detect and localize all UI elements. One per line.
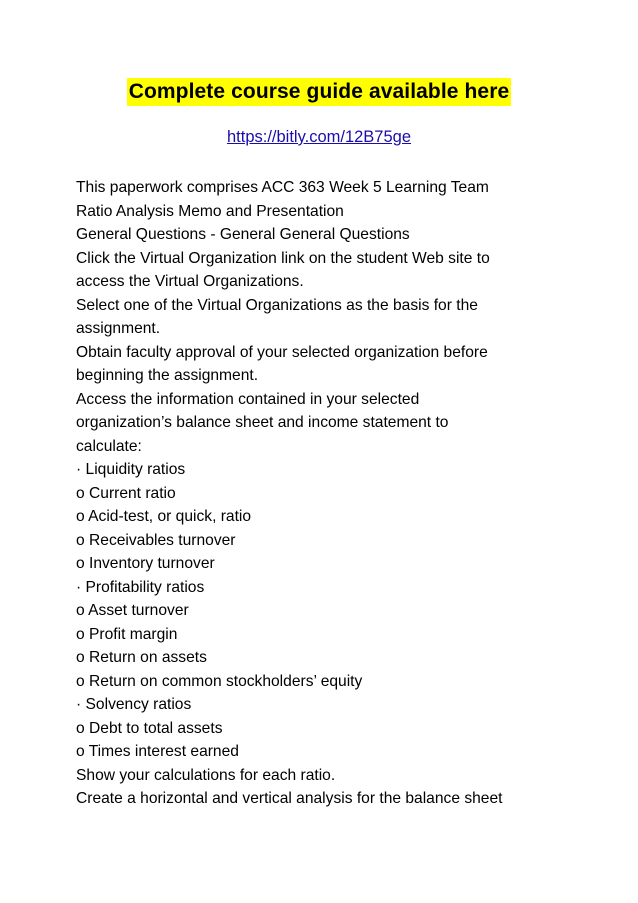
body-line: Create a horizontal and vertical analysis for the balance sheet bbox=[76, 790, 503, 807]
link-container bbox=[0, 126, 638, 148]
page-title: Complete course guide available here bbox=[127, 78, 512, 106]
title-container bbox=[0, 78, 638, 106]
document-body bbox=[76, 176, 576, 811]
list-item: o Profit margin bbox=[76, 625, 178, 643]
list-item: o Debt to total assets bbox=[76, 719, 223, 737]
body-line: calculate: bbox=[76, 437, 142, 455]
body-line: organization’s balance sheet and income statement to bbox=[76, 414, 449, 431]
body-line: This paperwork comprises ACC 363 Week 5 Learning Team bbox=[76, 179, 489, 196]
list-item: o Receivables turnover bbox=[76, 531, 236, 549]
list-item: · Liquidity ratios bbox=[76, 461, 186, 478]
body-line: assignment. bbox=[76, 320, 161, 337]
list-item: · Profitability ratios bbox=[76, 578, 205, 596]
list-item: o Current ratio bbox=[76, 484, 176, 502]
body-line: Access the information contained in your selected bbox=[76, 390, 420, 408]
list-item: o Acid-test, or quick, ratio bbox=[76, 508, 252, 525]
list-item: o Inventory turnover bbox=[76, 555, 215, 572]
body-line: Show your calculations for each ratio. bbox=[76, 766, 336, 784]
list-item: o Asset turnover bbox=[76, 602, 189, 619]
body-line: Select one of the Virtual Organizations as the basis for the bbox=[76, 296, 478, 314]
body-line: Ratio Analysis Memo and Presentation bbox=[76, 202, 344, 220]
body-line: General Questions - General General Questions bbox=[76, 226, 410, 243]
list-item: o Times interest earned bbox=[76, 743, 239, 760]
body-line: access the Virtual Organizations. bbox=[76, 273, 304, 290]
body-line: Obtain faculty approval of your selected organization before bbox=[76, 343, 488, 361]
list-item: o Return on common stockholders’ equity bbox=[76, 672, 363, 690]
list-item: o Return on assets bbox=[76, 649, 207, 666]
course-guide-link[interactable]: https://bitly.com/12B75ge bbox=[226, 128, 412, 146]
body-line: beginning the assignment. bbox=[76, 367, 259, 384]
body-line: Click the Virtual Organization link on the student Web site to bbox=[76, 249, 490, 267]
list-item: · Solvency ratios bbox=[76, 696, 192, 713]
